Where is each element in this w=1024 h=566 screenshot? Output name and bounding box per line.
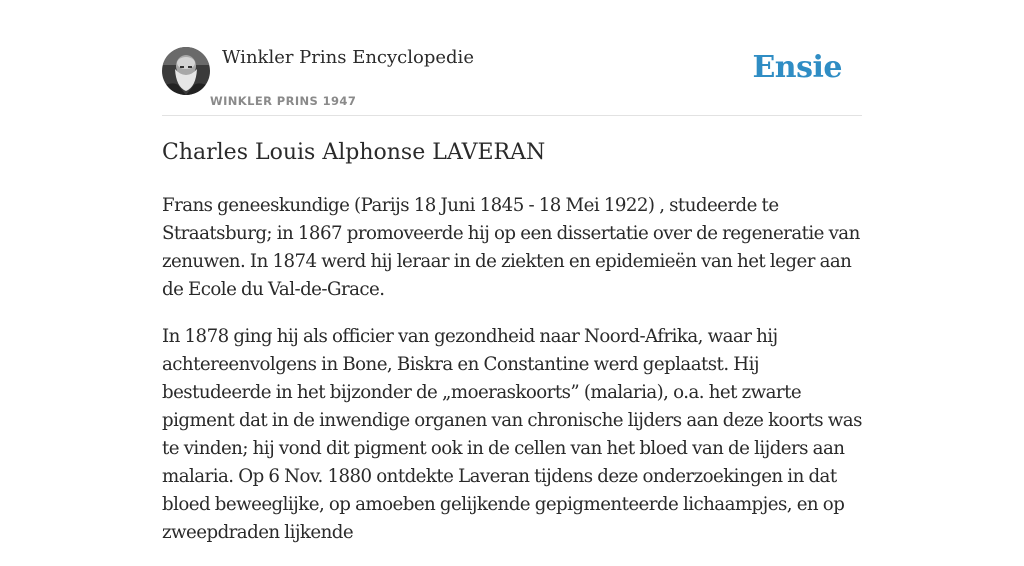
article-body	[162, 192, 862, 566]
source-subtitle[interactable]: WINKLER PRINS 1947	[210, 94, 357, 108]
ensie-logo[interactable]: Ensie	[752, 50, 842, 85]
bearded-man-portrait-icon[interactable]	[162, 47, 210, 95]
source-title[interactable]: Winkler Prins Encyclopedie	[222, 47, 474, 68]
article-paragraph: In 1878 ging hij als officier van gezondheid naar Noord-Afrika, waar hij achtereenvolgens in Bone, Biskra en Constantine werd geplaatst. Hij bestudeerde in het bijzonder de „moeraskoorts” (malaria), o.a. het zwarte pigment dat in de inwendige organen van chronische lijders aan deze koorts was te vinden; hij vond dit pigment ook in de cellen van het bloed van de lijders aan malaria. Op 6 Nov. 1880 ontdekte Laveran tijdens deze onderzoekingen in dat bloed beweeglijke, op amoeben gelijkende gepigmenteerde lichaampjes, en op zweepdraden lijkende	[162, 326, 862, 543]
article-paragraph: Frans geneeskundige (Parijs 18 Juni 1845 - 18 Mei 1922) , studeerde te Straatsburg; in 1867 promoveerde hij op een dissertatie over de regeneratie van zenuwen. In 1874 werd hij leraar in de ziekten en epidemieën van het leger aan de Ecole du Val-de-Grace.	[162, 195, 860, 300]
source-header	[162, 46, 862, 116]
article-title: Charles Louis Alphonse LAVERAN	[162, 140, 546, 165]
